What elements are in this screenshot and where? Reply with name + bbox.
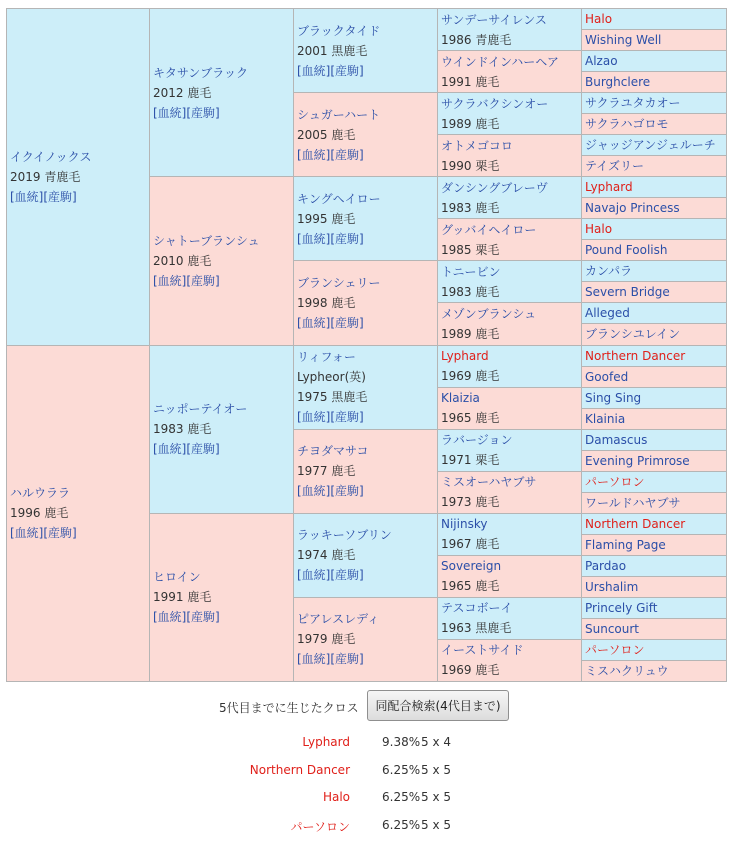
horse-name-link[interactable]: Alzao: [585, 51, 726, 71]
horse-cell-g4-9: [438, 387, 582, 429]
horse-year-color: 1998 鹿毛: [297, 293, 437, 313]
pedigree-table: [6, 8, 727, 682]
horse-cell-g4-15: [438, 639, 582, 681]
horse-name-link[interactable]: Severn Bridge: [585, 282, 726, 302]
horse-cell-g1-0: [7, 9, 150, 346]
cross-generations: 5 x 5: [421, 818, 451, 832]
horse-name-link[interactable]: パーソロン: [585, 640, 726, 660]
horse-cell-g2-1: [150, 177, 294, 345]
horse-name-link[interactable]: Sing Sing: [585, 388, 726, 408]
horse-cell-g4-1: [438, 51, 582, 93]
pedigree-offspring-links[interactable]: [血統][産駒]: [297, 229, 437, 249]
horse-cell-g2-3: [150, 513, 294, 681]
horse-cell-g5-23: [582, 492, 727, 513]
horse-name-link[interactable]: ワールドハヤブサ: [585, 493, 726, 513]
cross-generations: 5 x 5: [421, 763, 451, 777]
horse-year-color: 1969 鹿毛: [441, 366, 581, 386]
horse-cell-g3-3: [294, 261, 438, 345]
horse-cell-g5-11: [582, 240, 727, 261]
pedigree-offspring-links[interactable]: [血統][産駒]: [297, 407, 437, 427]
pedigree-offspring-links[interactable]: [血統][産駒]: [10, 523, 149, 543]
horse-name-link[interactable]: Burghclere: [585, 72, 726, 92]
horse-name-link[interactable]: テイズリー: [585, 156, 726, 176]
cross-horse-link[interactable]: Northern Dancer: [250, 763, 350, 777]
same-mating-search-button[interactable]: 同配合検索(4代目まで): [367, 690, 509, 721]
horse-cell-g5-17: [582, 366, 727, 387]
horse-name-link[interactable]: Northern Dancer: [585, 346, 726, 366]
horse-year-color: 1979 鹿毛: [297, 629, 437, 649]
horse-cell-g5-31: [582, 660, 727, 681]
pedigree-offspring-links[interactable]: [血統][産駒]: [297, 61, 437, 81]
horse-cell-g2-2: [150, 345, 294, 513]
cross-section-header: [0, 690, 735, 724]
horse-cell-g4-3: [438, 135, 582, 177]
cross-row: [0, 818, 735, 845]
cross-horse-link[interactable]: Halo: [323, 790, 350, 804]
horse-year-color: 1975 黒鹿毛: [297, 387, 437, 407]
horse-name-link[interactable]: Alleged: [585, 303, 726, 323]
horse-cell-g3-7: [294, 597, 438, 681]
horse-cell-g5-18: [582, 387, 727, 408]
horse-year-color: 1996 鹿毛: [10, 503, 149, 523]
horse-cell-g5-8: [582, 177, 727, 198]
cross-horse-link[interactable]: Lyphard: [302, 735, 350, 749]
horse-year-color: 1990 栗毛: [441, 156, 581, 176]
horse-cell-g5-2: [582, 51, 727, 72]
horse-name-link[interactable]: リィフォー: [297, 347, 437, 367]
horse-name-link[interactable]: ラッキーソブリン: [297, 525, 437, 545]
horse-cell-g4-8: [438, 345, 582, 387]
horse-name-link[interactable]: オトメゴコロ: [441, 136, 581, 156]
horse-name-link[interactable]: Princely Gift: [585, 598, 726, 618]
horse-cell-g4-6: [438, 261, 582, 303]
horse-cell-g5-5: [582, 114, 727, 135]
cross-generations: 5 x 4: [421, 735, 451, 749]
horse-alt-name: Lypheor(英): [297, 367, 437, 387]
horse-year-color: 2019 青鹿毛: [10, 167, 149, 187]
horse-name-link[interactable]: ブラックタイド: [297, 21, 437, 41]
horse-year-color: 1985 栗毛: [441, 240, 581, 260]
horse-name-link[interactable]: Lyphard: [441, 346, 581, 366]
pedigree-offspring-links[interactable]: [血統][産駒]: [297, 145, 437, 165]
horse-cell-g5-13: [582, 282, 727, 303]
horse-name-link[interactable]: Northern Dancer: [585, 514, 726, 534]
horse-cell-g5-7: [582, 156, 727, 177]
horse-name-link[interactable]: ハルウララ: [10, 483, 149, 503]
horse-cell-g5-3: [582, 72, 727, 93]
horse-year-color: 1973 鹿毛: [441, 492, 581, 512]
pedigree-offspring-links[interactable]: [血統][産駒]: [297, 565, 437, 585]
cross-percentage: 6.25%: [382, 818, 420, 832]
horse-year-color: 1986 青鹿毛: [441, 30, 581, 50]
horse-name-link[interactable]: Halo: [585, 219, 726, 239]
horse-cell-g5-28: [582, 597, 727, 618]
horse-name-link[interactable]: Urshalim: [585, 577, 726, 597]
horse-name-link[interactable]: グッバイヘイロー: [441, 220, 581, 240]
cross-percentage: 6.25%: [382, 763, 420, 777]
horse-name-link[interactable]: Klaizia: [441, 388, 581, 408]
horse-name-link[interactable]: Suncourt: [585, 619, 726, 639]
horse-year-color: 2012 鹿毛: [153, 83, 293, 103]
horse-cell-g5-21: [582, 450, 727, 471]
horse-year-color: 1971 栗毛: [441, 450, 581, 470]
horse-name-link[interactable]: イーストサイド: [441, 640, 581, 660]
horse-cell-g5-26: [582, 555, 727, 576]
horse-cell-g4-11: [438, 471, 582, 513]
horse-name-link[interactable]: Flaming Page: [585, 535, 726, 555]
horse-name-link[interactable]: Lyphard: [585, 177, 726, 197]
horse-cell-g3-6: [294, 513, 438, 597]
horse-cell-g2-0: [150, 9, 294, 177]
horse-cell-g4-14: [438, 597, 582, 639]
pedigree-offspring-links[interactable]: [血統][産駒]: [153, 607, 293, 627]
horse-year-color: 1974 鹿毛: [297, 545, 437, 565]
horse-cell-g4-2: [438, 93, 582, 135]
horse-cell-g5-22: [582, 471, 727, 492]
horse-cell-g5-25: [582, 534, 727, 555]
horse-name-link[interactable]: メゾンブランシュ: [441, 304, 581, 324]
horse-year-color: 1965 鹿毛: [441, 576, 581, 596]
horse-cell-g5-19: [582, 408, 727, 429]
horse-name-link[interactable]: キングヘイロー: [297, 189, 437, 209]
horse-name-link[interactable]: サクラハゴロモ: [585, 114, 726, 134]
horse-name-link[interactable]: Klainia: [585, 409, 726, 429]
horse-cell-g4-4: [438, 177, 582, 219]
cross-row: [0, 735, 735, 763]
horse-name-link[interactable]: ブランシェリー: [297, 273, 437, 293]
horse-cell-g5-0: [582, 9, 727, 30]
horse-cell-g5-14: [582, 303, 727, 324]
horse-name-link[interactable]: ヒロイン: [153, 567, 293, 587]
horse-year-color: 1989 鹿毛: [441, 114, 581, 134]
pedigree-offspring-links[interactable]: [血統][産駒]: [297, 481, 437, 501]
horse-year-color: 1983 鹿毛: [441, 198, 581, 218]
horse-cell-g5-9: [582, 198, 727, 219]
horse-name-link[interactable]: ラバージョン: [441, 430, 581, 450]
horse-cell-g5-29: [582, 618, 727, 639]
horse-name-link[interactable]: パーソロン: [585, 472, 726, 492]
horse-name-link[interactable]: Damascus: [585, 430, 726, 450]
horse-year-color: 1967 鹿毛: [441, 534, 581, 554]
horse-name-link[interactable]: トニービン: [441, 262, 581, 282]
horse-name-link[interactable]: Navajo Princess: [585, 198, 726, 218]
horse-name-link[interactable]: Goofed: [585, 367, 726, 387]
horse-name-link[interactable]: ジャッジアンジェルーチ: [585, 135, 726, 155]
horse-name-link[interactable]: Pardao: [585, 556, 726, 576]
horse-year-color: 1983 鹿毛: [153, 419, 293, 439]
horse-cell-g4-12: [438, 513, 582, 555]
horse-year-color: 1983 鹿毛: [441, 282, 581, 302]
horse-year-color: 2001 黒鹿毛: [297, 41, 437, 61]
horse-name-link[interactable]: ニッポーテイオー: [153, 399, 293, 419]
horse-name-link[interactable]: サクラバクシンオー: [441, 94, 581, 114]
horse-name-link[interactable]: チヨダマサコ: [297, 441, 437, 461]
horse-cell-g4-0: [438, 9, 582, 51]
horse-name-link[interactable]: テスコボーイ: [441, 598, 581, 618]
horse-cell-g1-1: [7, 345, 150, 682]
horse-name-link[interactable]: Halo: [585, 9, 726, 29]
horse-cell-g5-15: [582, 324, 727, 345]
horse-name-link[interactable]: シャトーブランシュ: [153, 231, 293, 251]
cross-list: [0, 735, 735, 845]
horse-cell-g5-1: [582, 30, 727, 51]
horse-cell-g5-4: [582, 93, 727, 114]
horse-cell-g5-6: [582, 135, 727, 156]
pedigree-offspring-links[interactable]: [血統][産駒]: [153, 103, 293, 123]
horse-year-color: 1995 鹿毛: [297, 209, 437, 229]
horse-year-color: 1977 鹿毛: [297, 461, 437, 481]
horse-name-link[interactable]: ミスオーハヤブサ: [441, 472, 581, 492]
horse-cell-g5-27: [582, 576, 727, 597]
horse-cell-g4-13: [438, 555, 582, 597]
horse-year-color: 1969 鹿毛: [441, 660, 581, 680]
horse-cell-g5-20: [582, 429, 727, 450]
horse-name-link[interactable]: Evening Primrose: [585, 451, 726, 471]
pedigree-offspring-links[interactable]: [血統][産駒]: [153, 271, 293, 291]
horse-name-link[interactable]: Nijinsky: [441, 514, 581, 534]
cross-percentage: 6.25%: [382, 790, 420, 804]
cross-horse-link[interactable]: パーソロン: [290, 818, 350, 835]
horse-cell-g3-2: [294, 177, 438, 261]
horse-name-link[interactable]: ウインドインハーヘア: [441, 52, 581, 72]
horse-year-color: 1991 鹿毛: [441, 72, 581, 92]
horse-name-link[interactable]: キタサンブラック: [153, 63, 293, 83]
pedigree-offspring-links[interactable]: [血統][産駒]: [10, 187, 149, 207]
horse-year-color: 2005 鹿毛: [297, 125, 437, 145]
pedigree-offspring-links[interactable]: [血統][産駒]: [153, 439, 293, 459]
horse-year-color: 1965 鹿毛: [441, 408, 581, 428]
horse-cell-g5-24: [582, 513, 727, 534]
horse-cell-g4-5: [438, 219, 582, 261]
horse-name-link[interactable]: カンパラ: [585, 261, 726, 281]
horse-cell-g3-1: [294, 93, 438, 177]
horse-year-color: 1989 鹿毛: [441, 324, 581, 344]
horse-cell-g5-12: [582, 261, 727, 282]
horse-name-link[interactable]: Wishing Well: [585, 30, 726, 50]
cross-row: [0, 790, 735, 818]
horse-name-link[interactable]: ピアレスレディ: [297, 609, 437, 629]
horse-name-link[interactable]: サンデーサイレンス: [441, 10, 581, 30]
horse-year-color: 1991 鹿毛: [153, 587, 293, 607]
horse-name-link[interactable]: ブランシユレイン: [585, 324, 726, 344]
cross-percentage: 9.38%: [382, 735, 420, 749]
horse-cell-g3-5: [294, 429, 438, 513]
pedigree-offspring-links[interactable]: [血統][産駒]: [297, 313, 437, 333]
horse-cell-g4-7: [438, 303, 582, 345]
horse-cell-g5-10: [582, 219, 727, 240]
cross-title: 5代目までに生じたクロス: [219, 699, 359, 716]
horse-name-link[interactable]: Pound Foolish: [585, 240, 726, 260]
horse-name-link[interactable]: ダンシングブレーヴ: [441, 178, 581, 198]
horse-cell-g5-30: [582, 639, 727, 660]
horse-name-link[interactable]: ミスハクリュウ: [585, 661, 726, 681]
horse-name-link[interactable]: シュガーハート: [297, 105, 437, 125]
horse-name-link[interactable]: Sovereign: [441, 556, 581, 576]
horse-cell-g5-16: [582, 345, 727, 366]
horse-cell-g3-4: [294, 345, 438, 429]
horse-year-color: 2010 鹿毛: [153, 251, 293, 271]
cross-row: [0, 763, 735, 791]
horse-cell-g4-10: [438, 429, 582, 471]
pedigree-offspring-links[interactable]: [血統][産駒]: [297, 649, 437, 669]
horse-cell-g3-0: [294, 9, 438, 93]
horse-year-color: 1963 黒鹿毛: [441, 618, 581, 638]
cross-generations: 5 x 5: [421, 790, 451, 804]
horse-name-link[interactable]: イクイノックス: [10, 147, 149, 167]
horse-name-link[interactable]: サクラユタカオー: [585, 93, 726, 113]
